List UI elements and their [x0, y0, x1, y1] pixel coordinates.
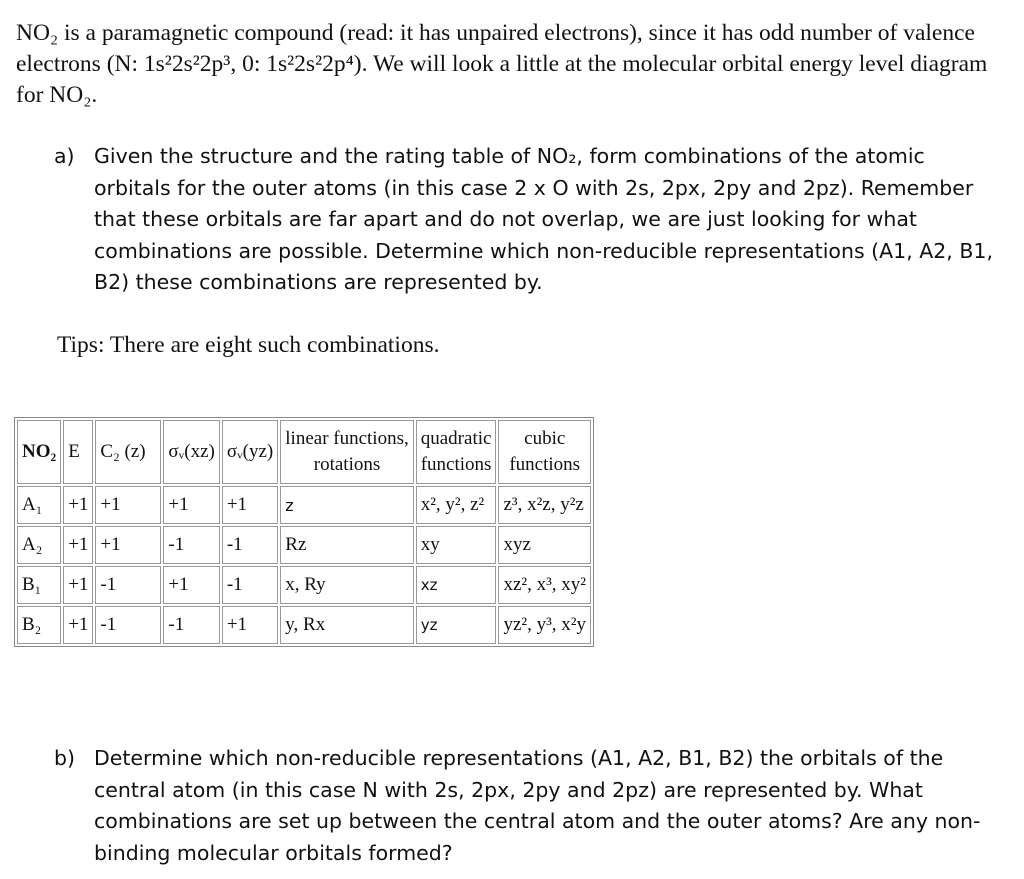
- row-sigma-yz: +1: [222, 486, 278, 524]
- header-linear: [280, 420, 413, 484]
- row-e: +1: [63, 486, 93, 524]
- table-header-row: [17, 420, 591, 484]
- question-a: [54, 141, 1004, 299]
- question-a-text: Given the structure and the rating table of NO₂, form combinations of the atomic orbitals for the outer atoms (in this case 2 x O with 2s, 2px, 2py and 2pz). Remember that these orbitals are far apart and do not overlap, we are just looking for what combinations are possible. Determine which non-reducible representations (A1, A2, B1, B2) these combinations are represented by.: [94, 144, 993, 294]
- row-quadratic: x², y², z²: [416, 486, 497, 524]
- row-quadratic: xy: [416, 526, 497, 564]
- row-linear: Rz: [280, 526, 413, 564]
- row-sigma-yz: -1: [222, 566, 278, 604]
- header-linear-line2: rotations: [313, 454, 381, 475]
- row-c2: -1: [95, 606, 161, 644]
- header-e: E: [63, 420, 93, 484]
- question-b: [54, 743, 1004, 869]
- row-c2: +1: [95, 526, 161, 564]
- header-cubic-line1: cubic: [524, 428, 566, 449]
- row-irrep: B₂: [17, 606, 61, 644]
- character-table: [14, 417, 594, 647]
- intro-paragraph: NO₂ is a paramagnetic compound (read: it has unpaired electrons), since it has odd number of valence electrons (N: 1s²2s²2p³, 0: 1s²2s²2p⁴). We will look a little at the molecular orbital energy level diagram for NO₂.: [16, 20, 988, 108]
- question-b-label: b): [54, 746, 76, 770]
- header-sigma-yz: σᵥ(yz): [222, 420, 278, 484]
- header-group: NO₂: [17, 420, 61, 484]
- header-quadratic-line1: quadratic: [420, 428, 492, 449]
- row-irrep: B₁: [17, 566, 61, 604]
- row-linear: x, Ry: [280, 566, 413, 604]
- row-sigma-xz: +1: [163, 566, 219, 604]
- row-sigma-xz: +1: [163, 486, 219, 524]
- row-cubic: xz², x³, xy²: [498, 566, 591, 604]
- table-row: [17, 566, 591, 604]
- header-quadratic-line2: functions: [420, 454, 492, 475]
- row-e: +1: [63, 566, 93, 604]
- row-sigma-yz: +1: [222, 606, 278, 644]
- table-row: [17, 606, 591, 644]
- question-b-text: Determine which non-reducible representations (A1, A2, B1, B2) the orbitals of the central atom (in this case N with 2s, 2px, 2py and 2pz) are represented by. What combinations are set up between the central atom and the outer atoms? Are any non-binding molecular orbitals formed?: [94, 746, 981, 865]
- header-quadratic: [416, 420, 497, 484]
- row-quadratic: yz: [416, 606, 497, 644]
- table-row: [17, 526, 591, 564]
- row-irrep: A₂: [17, 526, 61, 564]
- table-row: [17, 486, 591, 524]
- header-cubic: [498, 420, 591, 484]
- row-c2: -1: [95, 566, 161, 604]
- header-linear-line1: linear functions,: [285, 428, 409, 449]
- row-cubic: z³, x²z, y²z: [498, 486, 591, 524]
- row-c2: +1: [95, 486, 161, 524]
- question-a-label: a): [54, 144, 75, 168]
- row-irrep: A₁: [17, 486, 61, 524]
- header-c2: C₂ (z): [95, 420, 161, 484]
- row-e: +1: [63, 606, 93, 644]
- row-sigma-yz: -1: [222, 526, 278, 564]
- header-cubic-line2: functions: [509, 454, 581, 475]
- row-e: +1: [63, 526, 93, 564]
- row-quadratic: xz: [416, 566, 497, 604]
- row-linear: z: [280, 486, 413, 524]
- row-cubic: xyz: [498, 526, 591, 564]
- row-cubic: yz², y³, x²y: [498, 606, 591, 644]
- tip-text: Tips: There are eight such combinations.: [57, 332, 440, 358]
- row-sigma-xz: -1: [163, 606, 219, 644]
- row-linear: y, Rx: [280, 606, 413, 644]
- row-sigma-xz: -1: [163, 526, 219, 564]
- header-sigma-xz: σᵥ(xz): [163, 420, 219, 484]
